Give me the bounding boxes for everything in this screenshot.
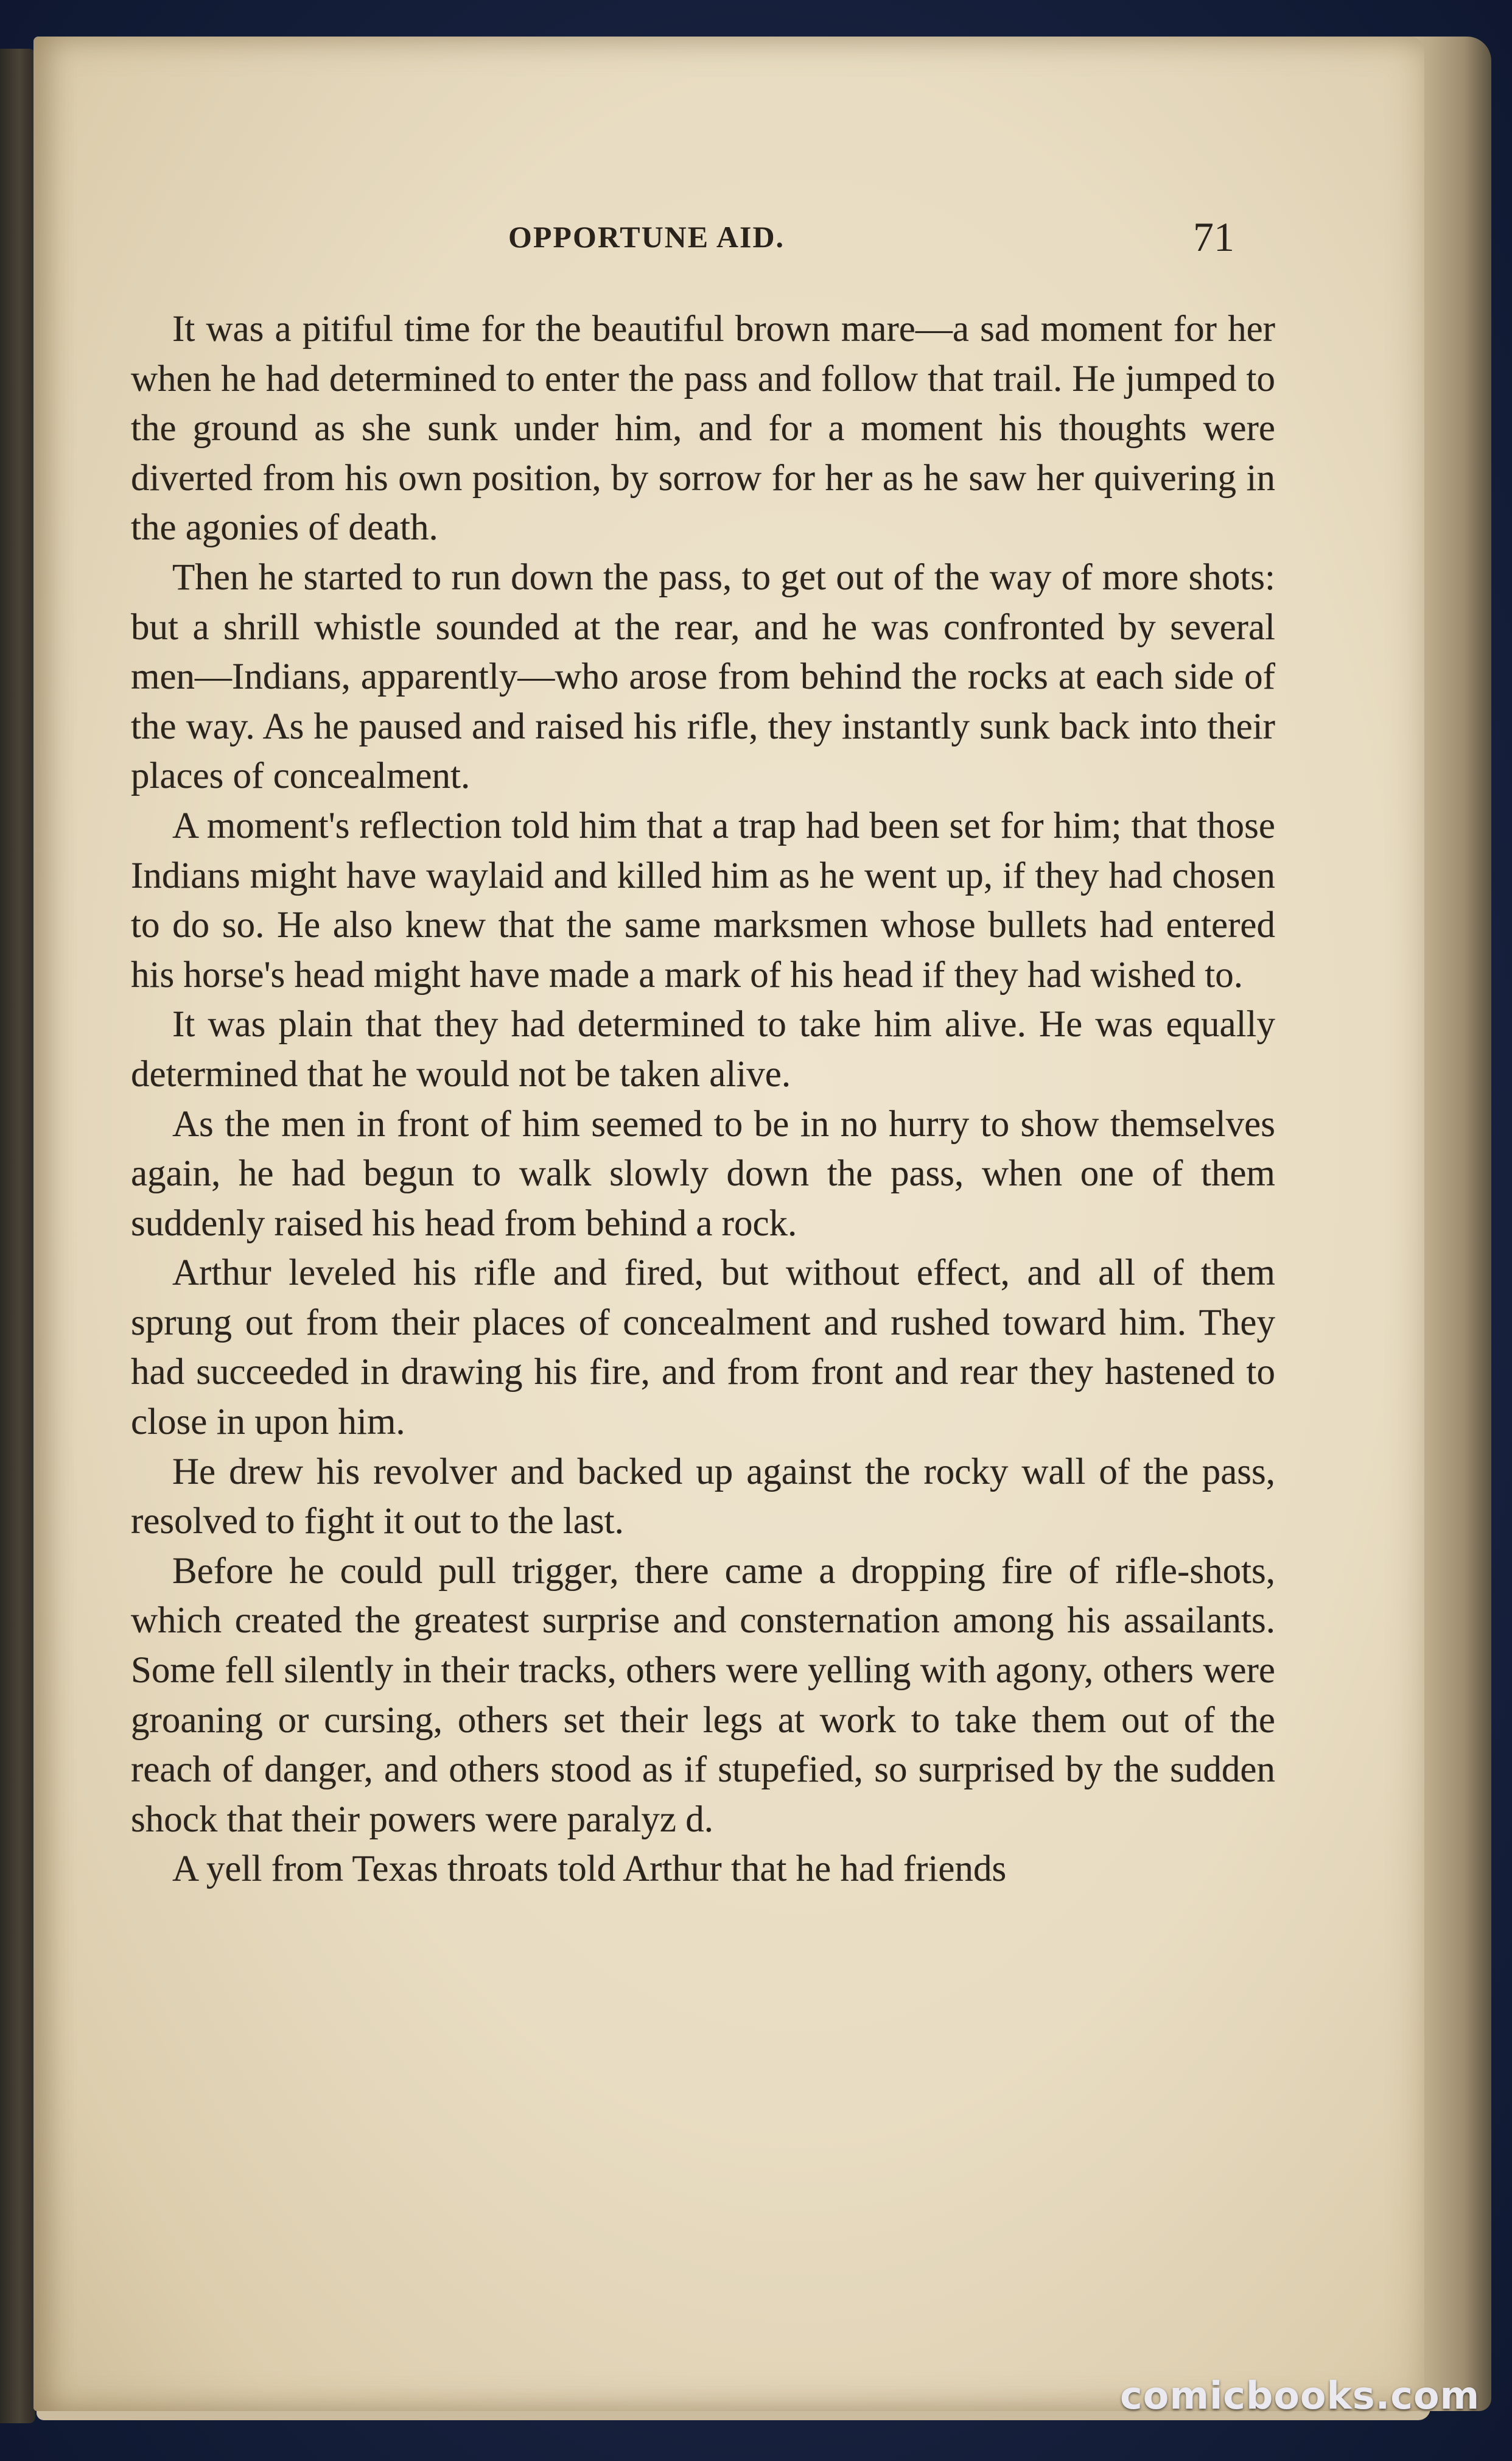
- page-number: 71: [1193, 214, 1234, 260]
- paragraph-1: It was a pitiful time for the beautiful brown mare—a sad moment for her when he had determined to enter the pass and follow that trail. He jumped to the ground as she sunk under him, and for a moment his thoughts were diverted from his own position, by sorrow for her as he saw her quivering in the agonies of death.: [131, 309, 1275, 549]
- paragraph-4: It was plain that they had determined to take him alive. He was equally determined that he would not be taken alive.: [131, 1004, 1275, 1095]
- book-spine: [0, 49, 35, 2423]
- paragraph-5: As the men in front of him seemed to be in no hurry to show themselves again, he had begun to walk slowly down the pass, when one of them suddenly raised his head from behind a rock.: [131, 1103, 1275, 1244]
- paragraph-8: Before he could pull trigger, there came a dropping fire of rifle-shots, which created the greatest surprise and consternation among his assailants. Some fell silently in their tracks, others were yelling with agony, others were groaning or cursing, others set their legs at work to take them out of the reach of danger, and others stood as if stupefied, so surprised by the sudden shock that their powers were paralyz d.: [131, 1550, 1275, 1840]
- paragraph-6: Arthur leveled his rifle and fired, but without effect, and all of them sprung out from their places of concealment and rushed toward him. They had succeeded in drawing his fire, and from front and rear they hastened to close in upon him.: [131, 1252, 1275, 1443]
- book-page: [33, 37, 1424, 2411]
- watermark: comicbooks.com: [1120, 2373, 1480, 2418]
- paragraph-7: He drew his revolver and backed up against the rocky wall of the pass, resolved to fight it out to the last.: [131, 1451, 1275, 1542]
- paragraph-2: Then he started to run down the pass, to get out of the way of more shots: but a shrill whistle sounded at the rear, and he was confronted by several men—Indians, apparently—who arose from behind the rocks at each side of the way. As he paused and raised his rifle, they instantly sunk back into their places of concealment.: [131, 556, 1275, 797]
- body-text: [131, 304, 1275, 1894]
- running-title: OPPORTUNE AID.: [508, 220, 785, 254]
- page-header: [33, 213, 1424, 268]
- paragraph-3: A moment's reflection told him that a trap had been set for him; that those Indians might have waylaid and killed him as he went up, if they had chosen to do so. He also knew that the same marksmen whose bullets had entered his horse's head might have made a mark of his head if they had wished to.: [131, 805, 1275, 995]
- paragraph-9: A yell from Texas throats told Arthur that he had friends: [172, 1848, 1007, 1890]
